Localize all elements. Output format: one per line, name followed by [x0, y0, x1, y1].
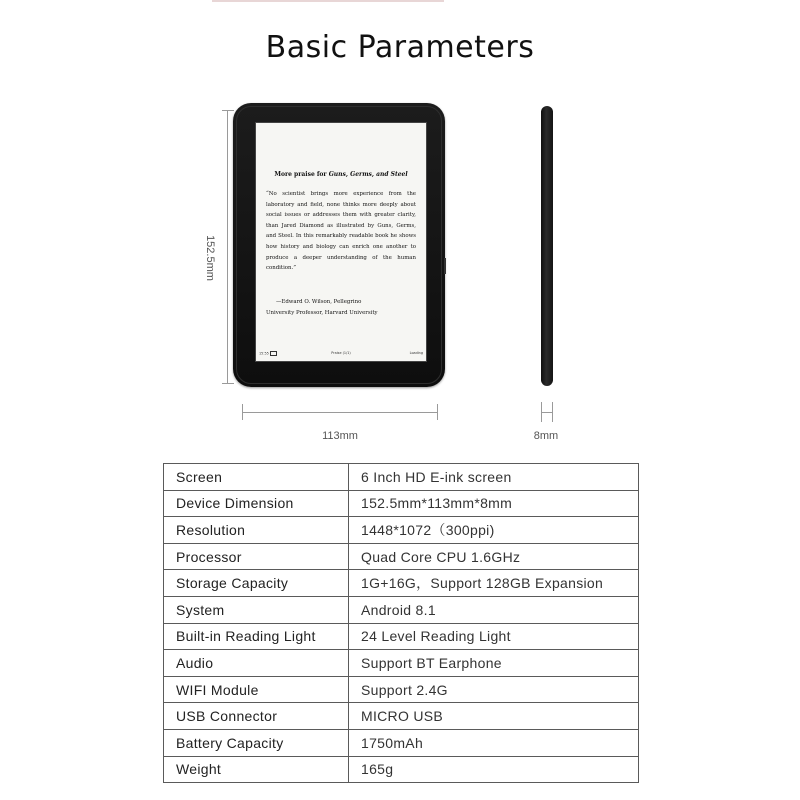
spec-label: USB Connector: [164, 703, 349, 730]
table-row: [164, 676, 639, 703]
spec-label: Battery Capacity: [164, 729, 349, 756]
width-dimension-label: 113mm: [322, 430, 358, 442]
spec-table: [163, 463, 639, 783]
spec-label: WIFI Module: [164, 676, 349, 703]
table-row: [164, 650, 639, 677]
table-row: [164, 729, 639, 756]
spec-value: 6 Inch HD E-ink screen: [349, 464, 639, 491]
spec-value: 1750mAh: [349, 729, 639, 756]
table-row: [164, 623, 639, 650]
thickness-dimension-label: 8mm: [533, 430, 559, 442]
spec-label: System: [164, 596, 349, 623]
table-row: [164, 543, 639, 570]
width-dimension-line: [242, 404, 438, 420]
spec-label: Resolution: [164, 517, 349, 544]
spec-value: 1G+16G，Support 128GB Expansion: [349, 570, 639, 597]
spec-value: MICRO USB: [349, 703, 639, 730]
table-row: [164, 703, 639, 730]
table-row: [164, 517, 639, 544]
side-button: [444, 258, 446, 274]
spec-value: Quad Core CPU 1.6GHz: [349, 543, 639, 570]
table-row: [164, 570, 639, 597]
thickness-dimension-line: [541, 402, 553, 422]
spec-label: Processor: [164, 543, 349, 570]
spec-value: 1448*1072（300ppi): [349, 517, 639, 544]
screen-attribution: —Edward O. Wilson, Pellegrino University Professor, Harvard University: [266, 299, 378, 316]
spec-label: Audio: [164, 650, 349, 677]
height-dimension-label: 152.5mm: [204, 235, 216, 281]
spec-label: Weight: [164, 756, 349, 783]
screen-status-bar: 15:55 Praise (1/1) Loading: [259, 351, 423, 356]
screen-heading: More praise for Guns, Germs, and Steel: [274, 171, 408, 178]
ereader-screen: [255, 122, 427, 362]
ereader-front: [233, 103, 445, 387]
spec-label: Built-in Reading Light: [164, 623, 349, 650]
table-row: [164, 490, 639, 517]
spec-value: 165g: [349, 756, 639, 783]
spec-value: Support BT Earphone: [349, 650, 639, 677]
spec-value: Support 2.4G: [349, 676, 639, 703]
ereader-side: [541, 106, 553, 386]
table-row: [164, 464, 639, 491]
screen-quote: “No scientist brings more experience from the laboratory and field, none thinks more deeply about social issues or addresses them with greater clarity, than Jared Diamond as illustrated by Guns, Germs, and Steel. In this remarkably readable book he shows how history and biology can enrich one another to produce a deeper understanding of the human condition.”: [266, 191, 416, 272]
page-title: Basic Parameters: [265, 30, 535, 65]
table-row: [164, 756, 639, 783]
spec-label: Device Dimension: [164, 490, 349, 517]
top-divider: [212, 0, 444, 2]
spec-value: 24 Level Reading Light: [349, 623, 639, 650]
spec-value: 152.5mm*113mm*8mm: [349, 490, 639, 517]
spec-label: Screen: [164, 464, 349, 491]
spec-label: Storage Capacity: [164, 570, 349, 597]
spec-value: Android 8.1: [349, 596, 639, 623]
table-row: [164, 596, 639, 623]
